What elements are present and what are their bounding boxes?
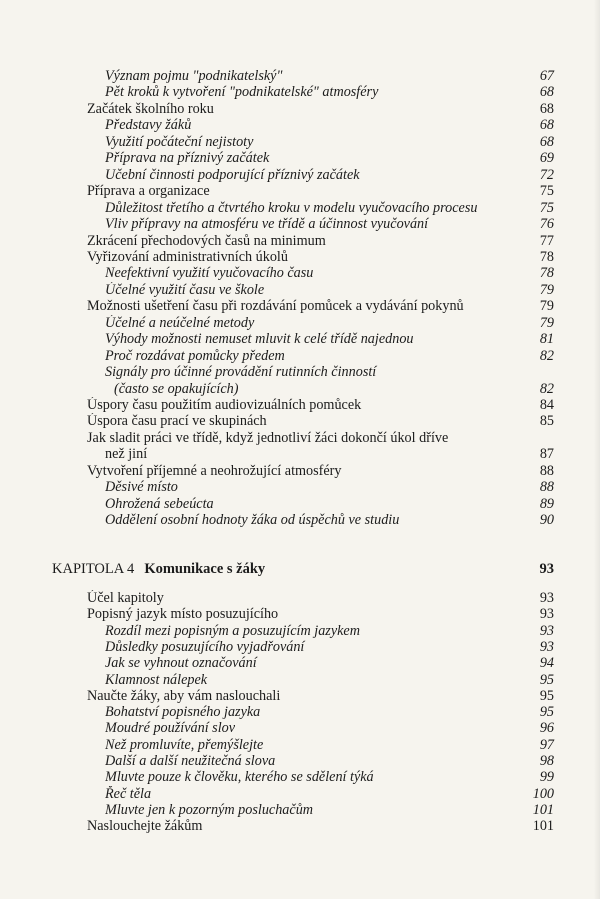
toc-entry-title: Bohatství popisného jazyka (105, 704, 261, 721)
toc-entry-page: 87 (539, 446, 554, 463)
toc-entry-title: Možnosti ušetření času při rozdávání pomůcek a vydávání pokynů (87, 298, 464, 315)
toc-entry-title: Klamnost nálepek (105, 671, 208, 688)
toc-entry (105, 200, 554, 217)
toc-entry-title: Než promluvíte, přemýšlejte (105, 736, 264, 753)
toc-entry-page: 72 (539, 166, 554, 183)
toc-entry (105, 802, 554, 819)
toc-entry-title: Proč rozdávat pomůcky předem (105, 347, 285, 364)
toc-entry-title: Moudré používání slov (105, 720, 236, 737)
toc-entry-page: 88 (539, 479, 554, 496)
toc-entry (87, 430, 554, 447)
toc-entry-title: Výhody možnosti nemuset mluvit k celé třídě najednou (105, 331, 414, 348)
toc-entry-page: 79 (539, 314, 554, 331)
toc-entry-page: 99 (539, 769, 554, 786)
chapter-page-number: 93 (539, 561, 554, 577)
toc-entry (105, 117, 554, 134)
toc-entry (105, 496, 554, 513)
toc-entry-page: 68 (539, 133, 554, 150)
toc-entry-page: 95 (539, 704, 554, 721)
toc-entry-title: Účelné a neúčelné metody (105, 314, 255, 331)
toc-entry (87, 463, 554, 480)
toc-entry-page: 94 (539, 655, 554, 672)
toc-entry-page: 75 (539, 183, 554, 200)
toc-entry-title: Důsledky posuzujícího vyjadřování (105, 638, 305, 655)
toc-entry-page: 98 (539, 753, 554, 769)
toc-entry (105, 753, 554, 770)
toc-entry-page: 101 (532, 818, 554, 835)
toc-entry-page: 78 (539, 265, 554, 282)
toc-entry-page: 82 (539, 380, 554, 397)
toc-entry (87, 606, 554, 623)
toc-entry-page: 68 (539, 84, 554, 101)
toc-entry-title: Využití počáteční nejistoty (105, 133, 254, 150)
toc-entry (105, 68, 554, 85)
toc-entry (87, 397, 554, 414)
toc-entry (105, 655, 554, 672)
toc-entry (87, 818, 554, 835)
toc-entry (87, 183, 554, 200)
toc-entry-title: Děsivé místo (105, 479, 178, 496)
toc-entry-page: 93 (539, 606, 554, 623)
toc-entry (87, 590, 554, 607)
toc-entry-title: Začátek školního roku (87, 100, 214, 117)
toc-entry-title: Úspory času použitím audiovizuálních pomůcek (87, 397, 362, 413)
toc-entry (105, 315, 554, 332)
toc-entry-title: Neefektivní využití vyučovacího času (105, 265, 314, 282)
toc-entry-page: 85 (539, 413, 554, 430)
toc-entry-page: 84 (539, 397, 554, 413)
toc-entry (105, 737, 554, 754)
toc-entry-title: Pět kroků k vytvoření "podnikatelské" atmosféry (105, 84, 379, 101)
toc-entry (105, 331, 554, 348)
toc-entry (105, 639, 554, 656)
toc-entry-page: 69 (539, 150, 554, 167)
toc-entry (105, 364, 554, 381)
toc-entry-page: 93 (539, 590, 554, 606)
toc-entry-title: Jak se vyhnout označování (105, 655, 257, 672)
toc-entry-title: Příprava na příznivý začátek (105, 150, 270, 167)
chapter-label: KAPITOLA 4 (52, 561, 135, 577)
toc-entry-title: Ohrožená sebeúcta (105, 495, 214, 512)
toc-entry-page: 82 (539, 347, 554, 364)
toc-entry (105, 216, 554, 233)
toc-entry-title: Úspora času prací ve skupinách (87, 413, 267, 430)
toc-entry-title: Vliv přípravy na atmosféru ve třídě a účinnost vyučování (105, 216, 429, 233)
toc-entry-title: Účelné využití času ve škole (105, 281, 265, 298)
toc-entry (105, 167, 554, 184)
toc-entry-title: Řeč těla (105, 785, 152, 802)
toc-entry (105, 134, 554, 151)
toc-entry (105, 446, 554, 463)
toc-entry-page: 81 (539, 331, 554, 348)
toc-entry (87, 249, 554, 266)
toc-entry-title: Účel kapitoly (87, 590, 164, 606)
toc-entry-title: Představy žáků (105, 117, 192, 134)
toc-entry-page: 95 (539, 687, 554, 704)
toc-entry-title: Mluvte jen k pozorným posluchačům (105, 801, 314, 818)
toc-entry (105, 786, 554, 803)
toc-entry-title: Rozdíl mezi popisným a posuzujícím jazykem (105, 622, 360, 639)
toc-entry (105, 769, 554, 786)
toc-entry-title: Důležitost třetího a čtvrtého kroku v modelu vyučovacího procesu (105, 199, 478, 216)
toc-entry-page: 68 (539, 100, 554, 117)
toc-entry-title: Jak sladit práci ve třídě, když jednotliví žáci dokončí úkol dříve (87, 429, 449, 446)
toc-entry (105, 150, 554, 167)
toc-entry-page: 101 (532, 801, 554, 818)
toc-entry-page: 89 (539, 495, 554, 512)
toc-entry-page: 79 (539, 281, 554, 298)
toc-entry (105, 512, 554, 529)
toc-entry-page: 67 (539, 68, 554, 84)
toc-entry-title: Signály pro účinné provádění rutinních činností (105, 364, 377, 381)
toc-entry-title: Naslouchejte žákům (87, 818, 203, 835)
toc-entry (105, 623, 554, 640)
toc-entry (105, 348, 554, 365)
toc-entry-title: Mluvte pouze k člověku, kterého se sdělení týká (105, 769, 374, 786)
toc-entry-title: než jiní (105, 446, 148, 463)
toc-entry-page: 76 (539, 216, 554, 233)
toc-entry-page: 100 (532, 785, 554, 802)
toc-entry-title: Učební činnosti podporující příznivý začátek (105, 166, 360, 183)
toc-entry-page: 96 (539, 720, 554, 737)
toc-entry (87, 413, 554, 430)
toc-entry (87, 688, 554, 705)
toc-entry-page: 75 (539, 199, 554, 216)
toc-entry (105, 282, 554, 299)
toc-entry-page: 88 (539, 462, 554, 479)
toc-entry-title: Příprava a organizace (87, 183, 210, 200)
toc-entry (87, 233, 554, 250)
toc-entry-page: 97 (539, 736, 554, 753)
toc-entry-title: Popisný jazyk místo posuzujícího (87, 606, 279, 623)
toc-entry-title: (často se opakujících) (114, 380, 239, 397)
chapter-heading (52, 561, 554, 581)
toc-entry-page: 77 (539, 232, 554, 249)
toc-entry-page: 68 (539, 117, 554, 134)
toc-entry (105, 84, 554, 101)
toc-entry (105, 265, 554, 282)
toc-entry-page: 93 (539, 622, 554, 639)
toc-entry-title: Význam pojmu "podnikatelský" (105, 68, 283, 84)
toc-entry (87, 298, 554, 315)
toc-entry (105, 479, 554, 496)
toc-entry-page: 79 (539, 298, 554, 315)
toc-entry-page: 93 (539, 638, 554, 655)
toc-entry (114, 381, 554, 398)
toc-entry-title: Oddělení osobní hodnoty žáka od úspěchů ve studiu (105, 512, 400, 529)
chapter-title: Komunikace s žáky (144, 561, 266, 577)
toc-entry-title: Další a další neužitečná slova (105, 753, 276, 769)
scan-shadow (594, 0, 600, 899)
toc-entry-page: 78 (539, 248, 554, 265)
toc-entry (87, 101, 554, 118)
toc-entry-title: Zkrácení přechodových časů na minimum (87, 232, 326, 249)
toc-entry-page: 95 (539, 671, 554, 688)
toc-entry-title: Naučte žáky, aby vám naslouchali (87, 687, 281, 704)
toc-entry (105, 720, 554, 737)
toc-entry (105, 704, 554, 721)
toc-entry-title: Vytvoření příjemné a neohrožující atmosféry (87, 462, 342, 479)
toc-entry (105, 672, 554, 689)
toc-entry-page: 90 (539, 512, 554, 529)
toc-entry-title: Vyřizování administrativních úkolů (87, 248, 288, 265)
